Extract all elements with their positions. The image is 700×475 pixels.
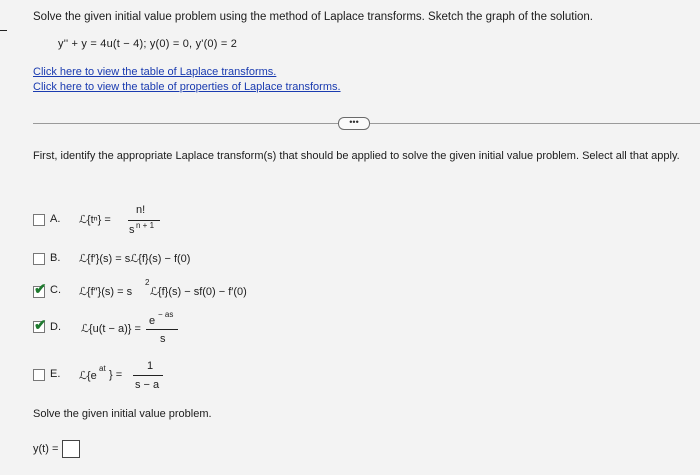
option-b-checkbox[interactable] <box>33 253 45 265</box>
option-c-checkmark-icon: ✔ <box>34 281 47 298</box>
option-e-denominator: s − a <box>135 379 160 391</box>
option-a-denominator-base: s <box>129 224 135 236</box>
option-d-checkmark-icon: ✔ <box>34 317 47 334</box>
option-a-checkbox[interactable] <box>33 214 45 226</box>
option-a-letter: A. <box>50 213 61 225</box>
option-d-lhs: ℒ{u(t − a)} = <box>81 323 141 335</box>
question-equation: y'' + y = 4u(t − 4); y(0) = 0, y'(0) = 2 <box>58 38 238 50</box>
more-button[interactable]: ••• <box>338 117 370 130</box>
laplace-properties-link[interactable]: Click here to view the table of properties of Laplace transforms. <box>33 81 341 93</box>
option-a-numerator: n! <box>136 204 146 216</box>
option-d-letter: D. <box>50 321 61 333</box>
option-d-fraction-bar <box>146 329 178 330</box>
option-e-lhs-exp: at <box>99 364 106 373</box>
option-b-formula: ℒ{f′}(s) = sℒ{f}(s) − f(0) <box>79 253 191 265</box>
option-e-checkbox[interactable] <box>33 369 45 381</box>
option-a-lhs: ℒ{tⁿ} = <box>79 214 111 226</box>
question-title: Solve the given initial value problem using the method of Laplace transforms. Sketch the graph of the solution. <box>33 11 593 23</box>
option-d-numerator-base: e <box>149 315 156 327</box>
option-e-lhs-pre: ℒ{e <box>79 370 97 382</box>
answer-input[interactable] <box>62 440 80 458</box>
option-c-rhs: ℒ{f}(s) − sf(0) − f′(0) <box>150 286 247 298</box>
option-e-lhs-post: } = <box>109 369 123 381</box>
option-d-denominator: s <box>160 333 166 345</box>
instruction-text: First, identify the appropriate Laplace transform(s) that should be applied to solve the given initial value problem. Select all that apply. <box>33 150 680 162</box>
solve-label: Solve the given initial value problem. <box>33 408 212 420</box>
option-c-letter: C. <box>50 284 61 296</box>
laplace-table-link[interactable]: Click here to view the table of Laplace transforms. <box>33 66 277 78</box>
answer-label: y(t) = <box>33 443 59 455</box>
margin-dash <box>0 30 7 31</box>
option-c-lhs: ℒ{f″}(s) = s <box>79 286 133 298</box>
option-c-exp: 2 <box>145 278 150 287</box>
option-e-fraction-bar <box>133 375 163 376</box>
option-b-letter: B. <box>50 252 61 264</box>
option-d-numerator-exp: − as <box>158 310 174 319</box>
option-e-numerator: 1 <box>147 360 154 372</box>
option-a-denominator-exp: n + 1 <box>136 221 155 230</box>
option-e-letter: E. <box>50 368 61 380</box>
